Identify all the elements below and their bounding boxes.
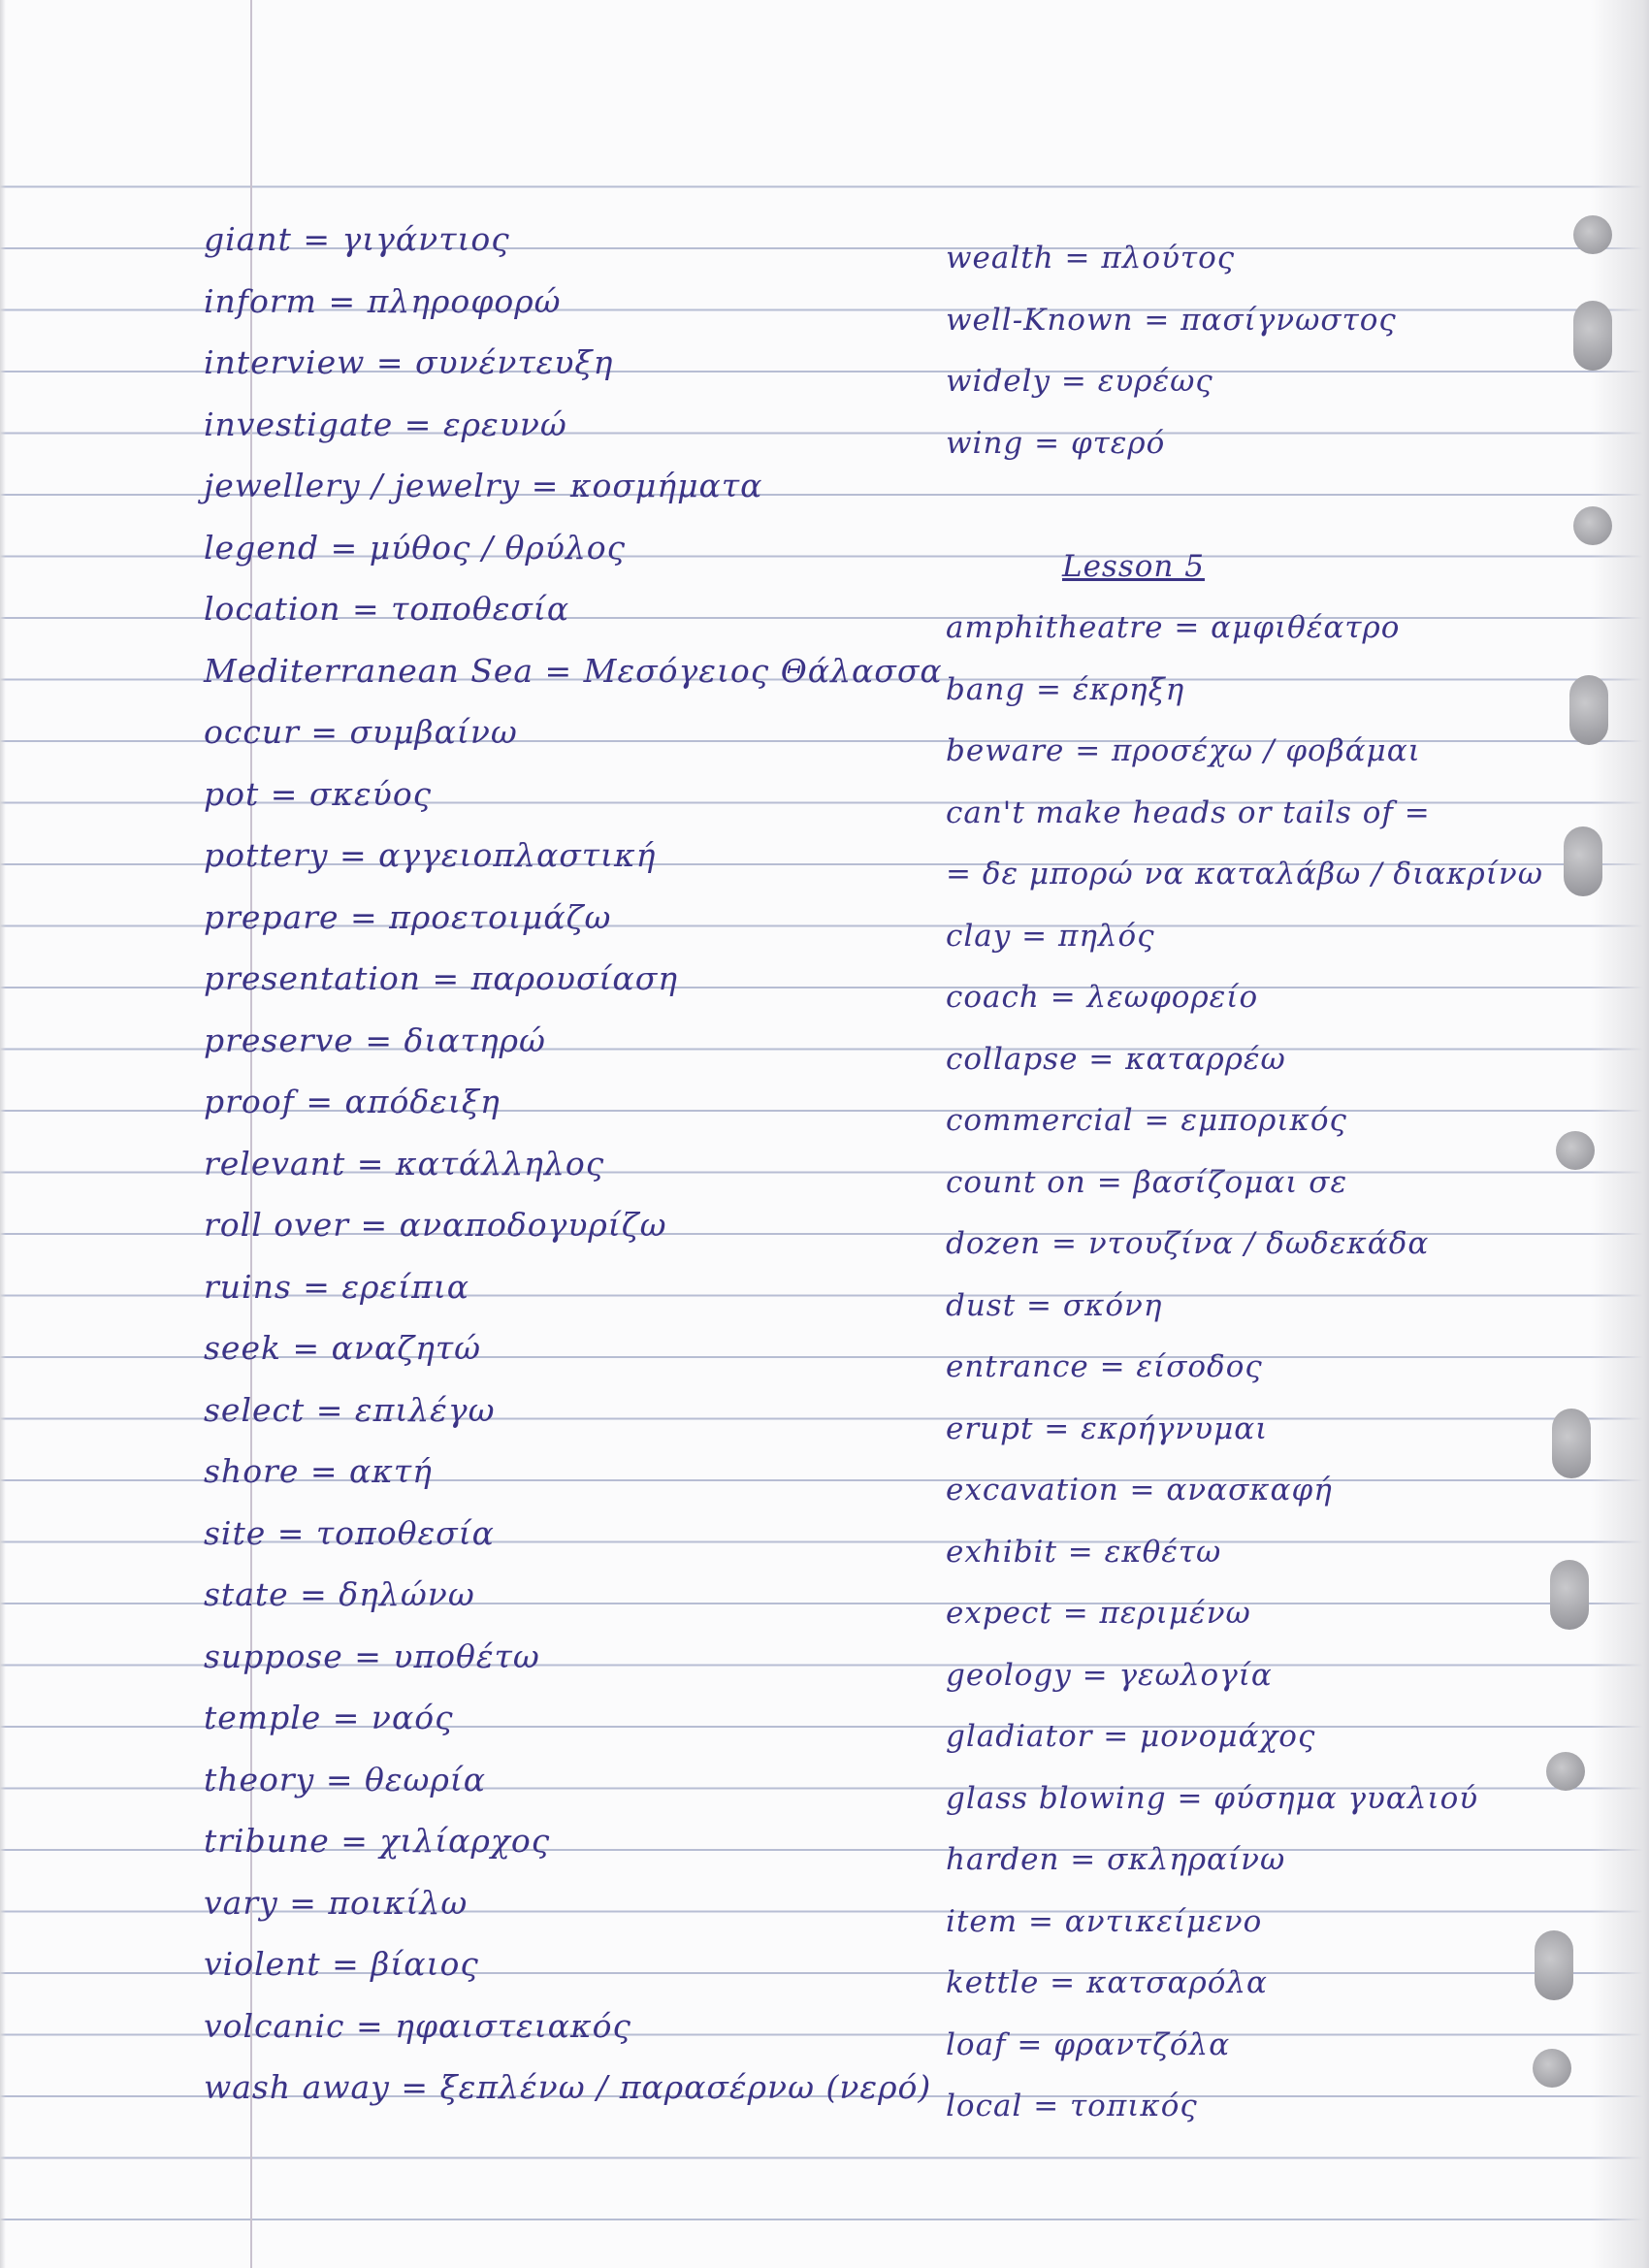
- vocab-entry: dozen = ντουζίνα / δωδεκάδα: [946, 1226, 1430, 1261]
- lesson-heading-row: [946, 536, 1586, 599]
- vocab-entry: local = τοπικός: [946, 2089, 1198, 2123]
- vocab-entry: suppose = υποθέτω: [204, 1636, 540, 1675]
- vocab-entry: location = τοποθεσία: [204, 590, 570, 628]
- vocab-entry: ruins = ερείπια: [204, 1267, 470, 1306]
- vocab-entry: dust = σκόνη: [946, 1287, 1163, 1323]
- vocab-entry: investigate = ερευνώ: [204, 405, 567, 443]
- vocab-entry: kettle = κατσαρόλα: [946, 1965, 1268, 2000]
- vocab-entry: glass blowing = φύσημα γυαλιού: [946, 1780, 1479, 1816]
- vocab-entry: inform = πληροφορώ: [204, 281, 562, 320]
- vocab-entry: expect = περιμένω: [946, 1596, 1251, 1631]
- vocab-entry: coach = λεωφορείο: [946, 980, 1259, 1015]
- vocab-entry: roll over = αναποδογυρίζω: [204, 1206, 667, 1244]
- vocab-entry: violent = βίαιος: [204, 1945, 479, 1983]
- lesson-heading: Lesson 5: [1062, 548, 1205, 584]
- vocab-entry: site = τοποθεσία: [204, 1513, 495, 1552]
- vocab-entry: presentation = παρουσίαση: [204, 959, 678, 997]
- vocab-entry: collapse = καταρρέω: [946, 1041, 1286, 1077]
- vocab-entry: beware = προσέχω / φοβάμαι: [946, 733, 1421, 768]
- vocab-entry: clay = πηλός: [946, 918, 1155, 954]
- vocab-entry: temple = ναός: [204, 1699, 454, 1736]
- vocab-entry: legend = μύθος / θρύλος: [204, 528, 627, 567]
- vocab-entry: tribune = χιλίαρχος: [204, 1822, 551, 1860]
- vocab-entry: wing = φτερό: [946, 425, 1166, 461]
- vocab-entry: proof = απόδειξη: [204, 1083, 501, 1120]
- vocab-entry: = δε μπορώ να καταλάβω / διακρίνω: [946, 857, 1544, 891]
- vocab-entry: erupt = εκρήγνυμαι: [946, 1410, 1269, 1446]
- vocabulary-column-left: [204, 209, 941, 2119]
- vocab-entry: volcanic = ηφαιστειακός: [204, 2006, 631, 2045]
- vocab-entry: jewellery / jewelry = κοσμήματα: [204, 467, 763, 504]
- vocab-entry: prepare = προετοιμάζω: [204, 897, 612, 936]
- vocab-entry: pot = σκεύος: [204, 774, 433, 813]
- vocab-entry: Mediterranean Sea = Μεσόγειος Θάλασσα: [204, 651, 943, 690]
- vocab-entry: widely = ευρέως: [946, 364, 1213, 399]
- vocab-entry: loaf = φραντζόλα: [946, 2026, 1231, 2062]
- vocab-entry: preserve = διατηρώ: [204, 1021, 546, 1059]
- vocab-entry: commercial = εμπορικός: [946, 1103, 1347, 1138]
- vocab-entry: count on = βασίζομαι σε: [946, 1164, 1348, 1200]
- vocab-entry: can't make heads or tails of =: [946, 794, 1431, 830]
- vocabulary-column-right: [946, 228, 1586, 2138]
- vocab-entry: bang = έκρηξη: [946, 671, 1185, 707]
- vocab-entry: amphitheatre = αμφιθέατρο: [946, 610, 1401, 645]
- vocab-entry: well-Known = πασίγνωστος: [946, 302, 1397, 338]
- vocab-entry: vary = ποικίλω: [204, 1883, 469, 1922]
- blank-line: [946, 474, 1586, 536]
- vocab-entry: entrance = είσοδος: [946, 1349, 1263, 1384]
- vocab-entry: pottery = αγγειοπλαστική: [204, 836, 657, 874]
- vocab-entry: interview = συνέντευξη: [204, 343, 614, 381]
- vocab-entry: shore = ακτή: [204, 1452, 433, 1490]
- vocab-entry: seek = αναζητώ: [204, 1329, 482, 1367]
- vocab-entry: wealth = πλούτος: [946, 241, 1236, 275]
- vocab-entry: exhibit = εκθέτω: [946, 1534, 1222, 1570]
- vocab-entry: harden = σκληραίνω: [946, 1842, 1286, 1877]
- vocab-entry: geology = γεωλογία: [946, 1657, 1273, 1693]
- vocab-entry: wash away = ξεπλένω / παρασέρνω (νερό): [204, 2068, 932, 2106]
- page-left-edge: [0, 0, 6, 2268]
- vocab-entry: item = αντικείμενο: [946, 1903, 1263, 1939]
- vocab-entry: gladiator = μονομάχος: [946, 1719, 1316, 1754]
- vocab-entry: excavation = ανασκαφή: [946, 1473, 1333, 1507]
- vocab-entry: relevant = κατάλληλος: [204, 1144, 605, 1183]
- vocab-entry: state = δηλώνω: [204, 1575, 475, 1613]
- vocab-entry: select = επιλέγω: [204, 1390, 496, 1429]
- vocab-entry: occur = συμβαίνω: [204, 713, 518, 751]
- vocab-entry: theory = θεωρία: [204, 1760, 487, 1798]
- vocab-entry: giant = γιγάντιος: [204, 220, 510, 258]
